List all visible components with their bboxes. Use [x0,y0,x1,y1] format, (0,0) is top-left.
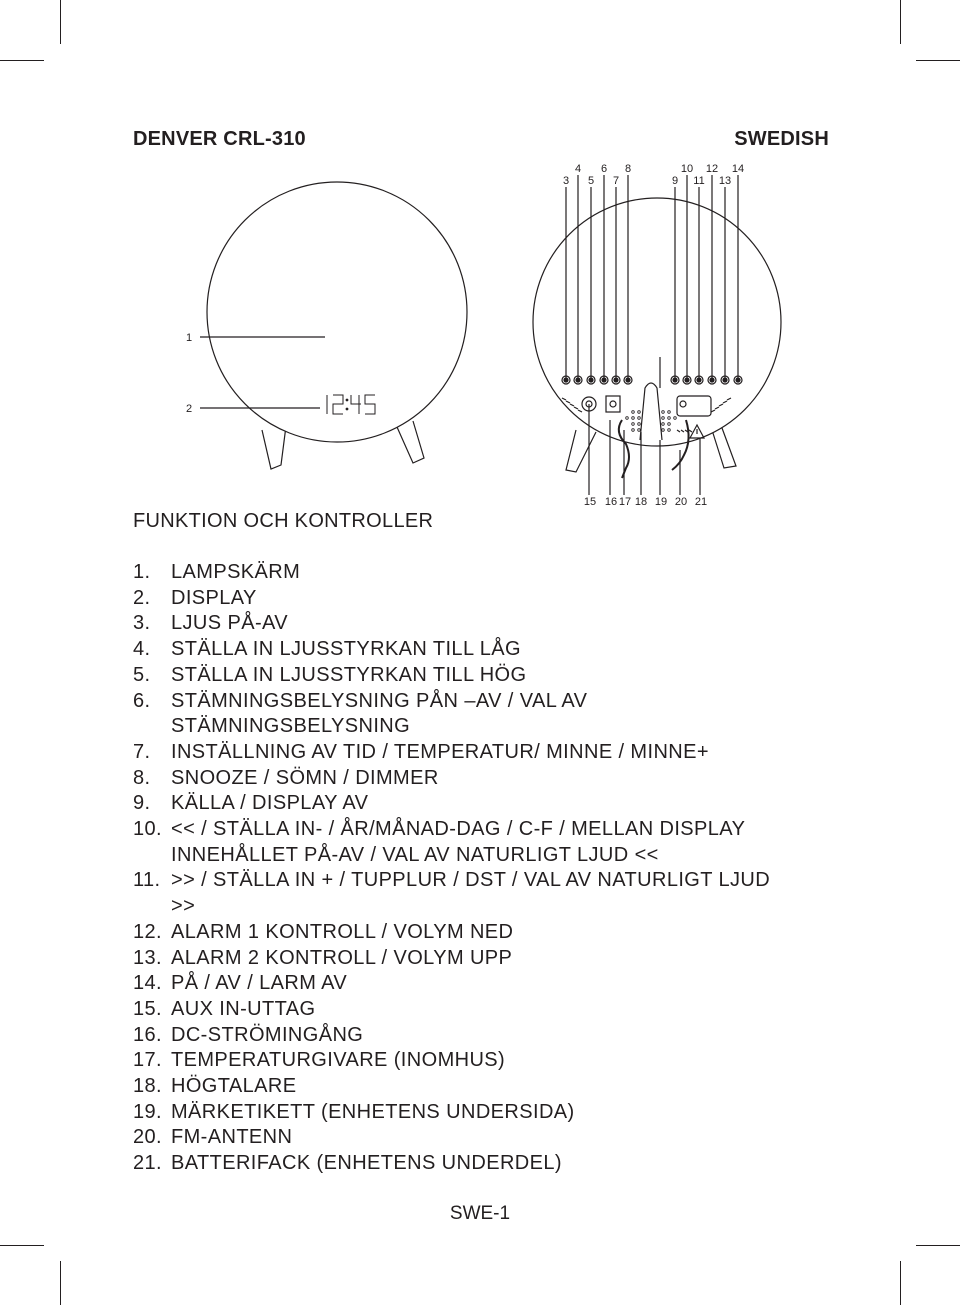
front-view [200,182,467,469]
list-item: 10. << / STÄLLA IN- / ÅR/MÅNAD-DAG / C-F / MELLAN DISPLAY INNEHÅLLET PÅ-AV / VAL AV NATURLIGT LJUD << [133,818,745,866]
callout-12: 12 [705,163,719,175]
callout-7: 7 [612,175,620,187]
list-item: 7. INSTÄLLNING AV TID / TEMPERATUR/ MINNE / MINNE+ [133,740,709,763]
callout-18: 18 [634,496,648,508]
callout-2: 2 [185,403,193,415]
list-item: 3. LJUS PÅ-AV [133,612,288,635]
callout-17: 17 [618,496,632,508]
model-name: DENVER CRL-310 [133,128,306,150]
list-item: 2. DISPLAY [133,586,257,609]
back-view [533,175,781,495]
list-item: 16. DC-STRÖMINGÅNG [133,1023,364,1046]
callout-16: 16 [604,496,618,508]
callout-21: 21 [694,496,708,508]
list-item: 1. LAMPSKÄRM [133,561,301,583]
language-label: SWEDISH [734,128,829,150]
list-item: 4. STÄLLA IN LJUSSTYRKAN TILL LÅG [133,638,521,661]
product-figure [0,0,960,520]
section-title: FUNKTION OCH KONTROLLER [133,510,434,532]
page-number: SWE-1 [449,1203,511,1224]
callout-9: 9 [671,175,679,187]
callout-6: 6 [600,163,608,175]
callout-11: 11 [693,175,705,187]
list-item: 13. ALARM 2 KONTROLL / VOLYM UPP [133,946,513,969]
list-item: 21. BATTERIFACK (ENHETENS UNDERDEL) [133,1152,562,1175]
callout-15: 15 [583,496,597,508]
callout-14: 14 [731,163,745,175]
list-item: 18. HÖGTALARE [133,1075,297,1098]
callout-1: 1 [185,332,193,344]
callout-13: 13 [718,175,732,187]
list-item: 5. STÄLLA IN LJUSSTYRKAN TILL HÖG [133,663,527,686]
list-item: 17. TEMPERATURGIVARE (INOMHUS) [133,1049,506,1072]
crop-mark [900,1261,901,1305]
function-list [133,560,853,1177]
callout-5: 5 [587,175,595,187]
crop-mark [60,1261,61,1305]
list-item: 8. SNOOZE / SÖMN / DIMMER [133,766,439,789]
crop-mark [916,1245,960,1246]
callout-8: 8 [624,163,632,175]
callout-19: 19 [654,496,668,508]
list-item: 11. >> / STÄLLA IN + / TUPPLUR / DST / VAL AV NATURLIGT LJUD >> [133,869,771,918]
callout-4: 4 [574,163,582,175]
list-item: 14. PÅ / AV / LARM AV [133,972,348,995]
callout-3: 3 [562,175,570,187]
list-item: 6. STÄMNINGSBELYSNING PÅN –AV / VAL AV STÄMNINGSBELYSNING [133,689,588,738]
crop-mark [0,1245,44,1246]
list-item: 19. MÄRKETIKETT (ENHETENS UNDERSIDA) [133,1100,575,1123]
list-item: 9. KÄLLA / DISPLAY AV [133,792,369,815]
list-item: 15. AUX IN-UTTAG [133,997,316,1020]
list-item: 20. FM-ANTENN [133,1126,293,1149]
callout-10: 10 [680,163,694,175]
list-item: 12. ALARM 1 KONTROLL / VOLYM NED [133,920,514,943]
callout-20: 20 [674,496,688,508]
